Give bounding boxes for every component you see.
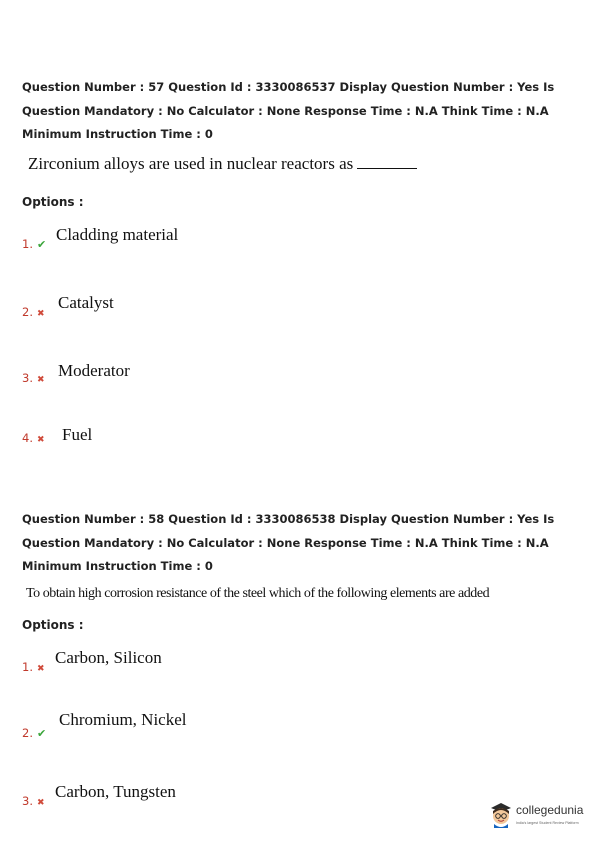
student-mascot-icon	[488, 800, 514, 828]
cross-icon: ✖	[36, 375, 45, 385]
option-number: 1. ✔	[22, 237, 47, 251]
question-57-text	[28, 154, 417, 174]
question-57-text-content: Zirconium alloys are used in nuclear reactors as	[28, 154, 354, 173]
option-text: Catalyst	[58, 293, 114, 312]
logo-wordmark: collegedunia	[516, 803, 584, 817]
option-text: Carbon, Silicon	[55, 648, 162, 667]
question-57-meta: Question Number : 57 Question Id : 3330086537 Display Question Number : Yes Is Question Mandatory : No Calculator : None Response Time : N.A Think Time : N.A Minimum Instruction Time : 0	[22, 80, 555, 141]
option-number: 1. ✖	[22, 660, 45, 674]
question-58-meta: Question Number : 58 Question Id : 3330086538 Display Question Number : Yes Is Question Mandatory : No Calculator : None Response Time : N.A Think Time : N.A Minimum Instruction Time : 0	[22, 512, 555, 573]
logo-tagline: India's largest Student Review Platform	[516, 821, 579, 825]
option-number: 2. ✔	[22, 726, 47, 740]
option-number: 3. ✖	[22, 371, 45, 385]
collegedunia-logo	[488, 800, 588, 832]
question-58-text: To obtain high corrosion resistance of the steel which of the following elements are added	[26, 586, 490, 601]
option-text: Chromium, Nickel	[59, 710, 187, 729]
options-label: Options :	[22, 618, 84, 632]
option-number: 2. ✖	[22, 305, 45, 319]
option-number: 3. ✖	[22, 794, 45, 808]
option-text: Cladding material	[56, 225, 179, 244]
check-icon: ✔	[36, 727, 47, 740]
answer-blank	[357, 154, 417, 169]
option-text: Fuel	[62, 425, 93, 444]
cross-icon: ✖	[36, 435, 45, 445]
cross-icon: ✖	[36, 798, 45, 808]
options-label: Options :	[22, 195, 84, 209]
option-text: Moderator	[58, 361, 130, 380]
option-text: Carbon, Tungsten	[55, 782, 176, 801]
cross-icon: ✖	[36, 309, 45, 319]
option-number: 4. ✖	[22, 431, 45, 445]
cross-icon: ✖	[36, 664, 45, 674]
check-icon: ✔	[36, 238, 47, 251]
